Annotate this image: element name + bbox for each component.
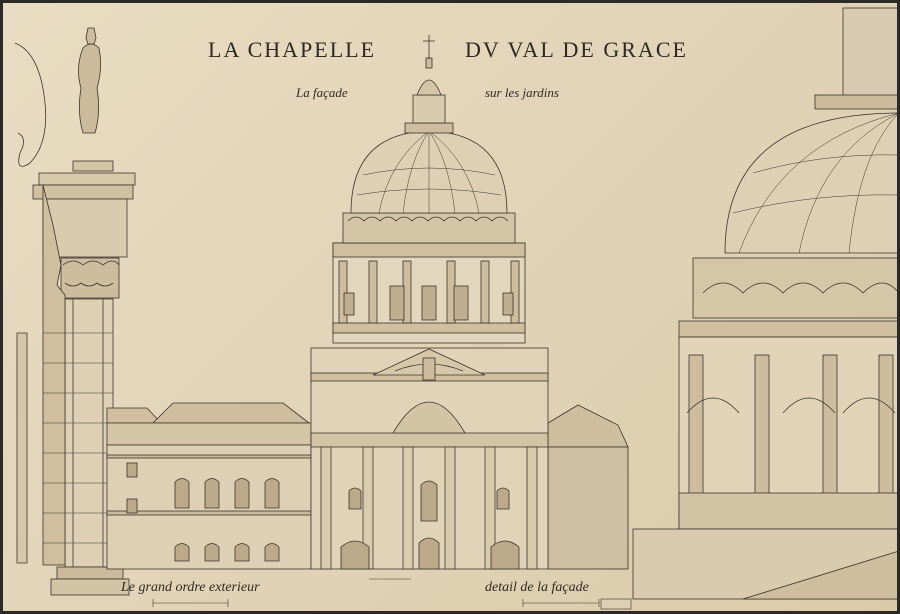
dome-detail	[633, 8, 899, 599]
caption-grand-ordre: Le grand ordre exterieur	[121, 580, 260, 595]
elevation-drawing	[3, 3, 900, 614]
drawing-subtitle-left: La façade	[296, 85, 348, 100]
caption-detail-facade: detail de la façade	[485, 580, 589, 595]
drawing-title-left: LA CHAPELLE	[208, 37, 377, 62]
drawing-subtitle-right: sur les jardins	[485, 85, 559, 100]
drawing-title-right: DV VAL DE GRACE	[465, 37, 688, 62]
